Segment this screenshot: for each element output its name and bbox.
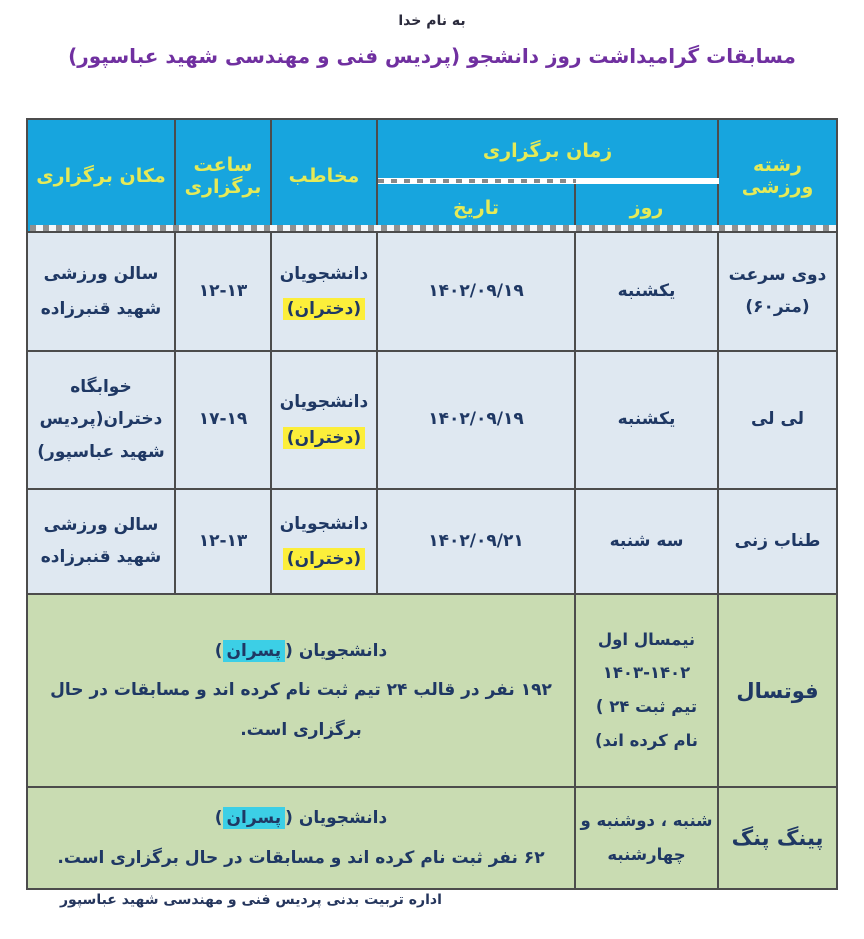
location-line1: خوابگاه (70, 377, 132, 398)
cell-audience-sprint (271, 232, 377, 351)
term-line2: ۱۴۰۳-۱۴۰۲ (602, 663, 691, 683)
sport-name: لی لی (750, 409, 805, 430)
date-value: ۱۴۰۲/۰۹/۱۹ (428, 280, 524, 301)
location-line2: شهید قنبرزاده (40, 547, 162, 567)
cell-location-rope (27, 489, 175, 594)
header-hour (175, 119, 271, 232)
date-value: ۱۴۰۲/۰۹/۲۱ (428, 530, 524, 551)
table-row-rope (27, 489, 837, 594)
date-value: ۱۴۰۲/۰۹/۱۹ (428, 409, 524, 430)
header-location: مکان برگزاری (27, 119, 175, 232)
cell-date-rope (377, 489, 575, 594)
table-row-pingpong (27, 787, 837, 889)
header-sport: رشته ورزشی (718, 119, 837, 232)
header-row (27, 119, 837, 183)
futsal-info-line3: برگزاری است. (240, 719, 362, 740)
header-time-group: زمان برگزاری (377, 119, 718, 183)
footer-text: اداره تربیت بدنی پردیس فنی و مهندسی شهید عباسپور (60, 892, 442, 908)
hour-value: ۱۷-۱۹ (198, 409, 248, 430)
cell-audience-rope (271, 489, 377, 594)
header-hour-line2: برگزاری (184, 175, 262, 198)
sport-name-line2: (۶۰متر) (745, 297, 810, 317)
audience-line1: دانشجویان (279, 392, 369, 413)
audience-highlight-girls: (دختران) (283, 548, 365, 570)
cell-sport-rope (718, 489, 837, 594)
day-value: یکشنبه (617, 280, 676, 301)
location-line1: سالن ورزشی (43, 263, 159, 284)
cell-hour-sprint (175, 232, 271, 351)
table-row-futsal (27, 594, 837, 787)
table-row-sprint (27, 232, 837, 351)
location-line2: دختران(پردیس (39, 409, 163, 430)
cell-location-leyli (27, 351, 175, 489)
cell-info-pingpong (27, 787, 575, 889)
audience-highlight-girls: (دختران) (283, 427, 365, 449)
info-prefix: دانشجویان ( (285, 640, 388, 661)
audience-highlight-girls: (دختران) (283, 298, 365, 320)
cell-sport-sprint (718, 232, 837, 351)
futsal-info-line1 (31, 638, 571, 664)
header-group-separator (378, 178, 719, 184)
cell-day-leyli (575, 351, 718, 489)
info-suffix: ) (214, 808, 223, 829)
schedule-table-wrap (28, 118, 838, 890)
bismillah-text: به نام خدا (398, 13, 466, 29)
futsal-info-line2: ۱۹۲ نفر در قالب ۲۴ تیم ثبت نام کرده اند و مسابقات در حال (50, 680, 552, 701)
audience-line2 (275, 546, 373, 572)
cell-sport-futsal: فوتسال (718, 594, 837, 787)
audience-line2 (275, 425, 373, 451)
hour-value: ۱۲-۱۳ (198, 280, 248, 301)
audience-highlight-boys: پسران (223, 807, 286, 829)
info-prefix: دانشجویان ( (285, 808, 388, 829)
audience-line1: دانشجویان (279, 263, 369, 284)
cell-hour-rope (175, 489, 271, 594)
table-row-leyli (27, 351, 837, 489)
sport-name: طناب زنی (734, 530, 821, 551)
pingpong-info-line1 (31, 805, 571, 831)
cell-date-sprint (377, 232, 575, 351)
location-line3: شهید عباسپور) (37, 441, 165, 462)
term-line1: نیمسال اول (597, 629, 696, 649)
cell-sport-pingpong: پینگ پنگ (718, 787, 837, 889)
term-line3: ( ۲۴ تیم ثبت (595, 697, 698, 716)
days-line2: چهارشنبه (607, 844, 686, 864)
page-title: مسابقات گرامیداشت روز دانشجو (پردیس فنی و مهندسی شهید عباسپور) (68, 44, 796, 68)
cell-info-futsal (27, 594, 575, 787)
day-value: یکشنبه (617, 409, 676, 430)
term-line4: نام کرده اند) (595, 730, 698, 750)
cell-sport-leyli (718, 351, 837, 489)
sport-name-line1: دوی سرعت (728, 264, 827, 285)
header-day: روز (575, 183, 718, 232)
header-bottom-ants (30, 225, 836, 231)
cell-date-leyli (377, 351, 575, 489)
cell-day-rope (575, 489, 718, 594)
header-audience: مخاطب (271, 119, 377, 232)
cell-day-sprint (575, 232, 718, 351)
location-line2: شهید قنبرزاده (40, 299, 162, 319)
cell-location-sprint (27, 232, 175, 351)
cell-days-pingpong (575, 787, 718, 889)
days-line1: شنبه ، دوشنبه و (580, 810, 713, 830)
header-date: تاریخ (377, 183, 575, 232)
day-value: سه شنبه (609, 530, 684, 551)
cell-hour-leyli (175, 351, 271, 489)
hour-value: ۱۲-۱۳ (198, 530, 248, 551)
cell-term-futsal (575, 594, 718, 787)
pingpong-info-line2: ۶۲ نفر ثبت نام کرده اند و مسابقات در حال برگزاری است. (57, 847, 545, 868)
audience-highlight-boys: پسران (223, 640, 286, 662)
location-line1: سالن ورزشی (43, 514, 159, 535)
header-hour-line1: ساعت (193, 153, 253, 176)
dashed-ants-date (378, 179, 576, 183)
cell-audience-leyli (271, 351, 377, 489)
audience-line1: دانشجویان (279, 513, 369, 534)
audience-line2 (275, 296, 373, 322)
schedule-table (26, 118, 838, 890)
info-suffix: ) (214, 640, 223, 661)
